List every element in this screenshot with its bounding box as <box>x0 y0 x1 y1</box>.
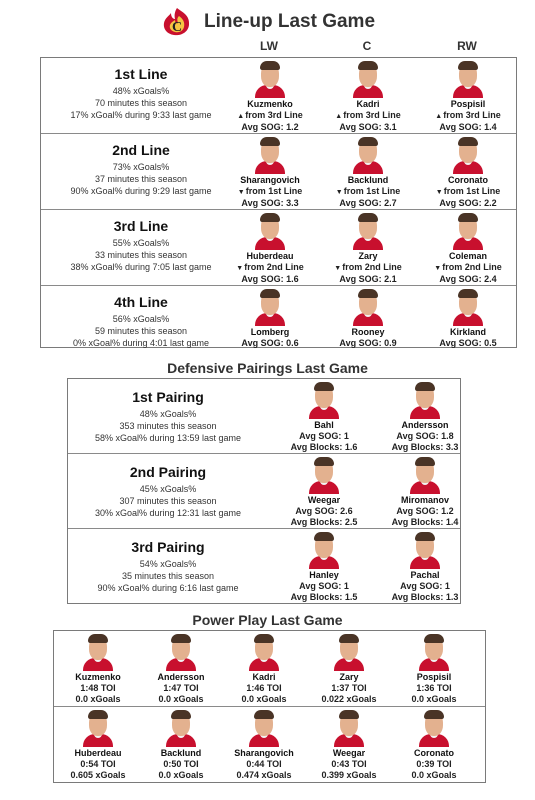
player-card <box>318 288 418 349</box>
flames-logo-icon <box>160 7 194 37</box>
group-title: 2nd Pairing <box>129 464 207 480</box>
season-minutes: 353 minutes this season <box>119 421 217 431</box>
time-on-ice: 0:54 TOI <box>80 759 116 769</box>
player-name: Coleman <box>448 251 487 261</box>
group-title: 4th Line <box>114 294 168 310</box>
player-headshot <box>451 60 485 98</box>
defense-pair-row <box>68 454 460 529</box>
xgoals-percent: 48% xGoals% <box>112 86 170 96</box>
player-name: Pospisil <box>450 99 486 109</box>
position-label-rw: RW <box>457 39 477 53</box>
player-card <box>418 212 518 285</box>
forward-line-row <box>41 134 516 210</box>
player-headshot <box>332 709 366 747</box>
player-name: Bahl <box>314 420 334 430</box>
avg-sog: Avg SOG: 1.2 <box>396 506 454 516</box>
arrow-down-icon: ▼ <box>335 189 343 196</box>
last-game-xgoals: 58% xGoal% during 13:59 last game <box>94 433 242 443</box>
avg-sog: Avg SOG: 1 <box>400 581 450 591</box>
defense-section-title: Defensive Pairings Last Game <box>167 360 368 376</box>
avg-blocks: Avg Blocks: 1.4 <box>391 517 459 527</box>
avg-sog: Avg SOG: 1.6 <box>241 274 299 284</box>
group-title: 1st Line <box>114 66 168 82</box>
player-name: Andersson <box>401 420 449 430</box>
player-card <box>375 456 475 528</box>
player-headshot <box>253 60 287 98</box>
line-change-text: from 2nd Line <box>442 262 502 272</box>
player-card <box>318 212 418 285</box>
avg-blocks: Avg Blocks: 1.3 <box>391 592 459 602</box>
player-name: Sharangovich <box>240 175 300 185</box>
expected-goals: 0.605 xGoals <box>70 770 126 780</box>
page-header <box>0 6 535 38</box>
expected-goals: 0.0 xGoals <box>411 770 457 780</box>
season-minutes: 307 minutes this season <box>119 496 217 506</box>
player-name: Pospisil <box>416 672 452 682</box>
player-name: Sharangovich <box>234 748 294 758</box>
group-title: 3rd Line <box>113 218 169 234</box>
season-minutes: 37 minutes this season <box>94 174 188 184</box>
avg-sog: Avg SOG: 3.3 <box>241 198 299 208</box>
expected-goals: 0.399 xGoals <box>321 770 377 780</box>
player-card <box>384 633 484 705</box>
forward-lines-table <box>40 57 517 348</box>
player-headshot <box>164 633 198 671</box>
player-name: Backlund <box>347 175 389 185</box>
line-change <box>318 110 418 122</box>
avg-blocks: Avg Blocks: 3.3 <box>391 442 459 452</box>
player-name: Zary <box>358 251 378 261</box>
player-headshot <box>351 136 385 174</box>
last-game-xgoals: 90% xGoal% during 9:29 last game <box>70 186 212 196</box>
arrow-up-icon: ▲ <box>435 113 443 120</box>
line-change-text: from 3rd Line <box>245 110 303 120</box>
player-name: Pachal <box>410 570 440 580</box>
player-name: Coronato <box>414 748 454 758</box>
avg-sog: Avg SOG: 0.6 <box>241 338 299 348</box>
player-headshot <box>451 288 485 326</box>
player-name: Miromanov <box>400 495 449 505</box>
player-name: Backlund <box>160 748 202 758</box>
xgoals-percent: 48% xGoals% <box>139 409 197 419</box>
group-info <box>68 389 268 444</box>
player-name: Kadri <box>356 99 380 109</box>
avg-blocks: Avg Blocks: 2.5 <box>290 517 358 527</box>
avg-blocks: Avg Blocks: 1.5 <box>290 592 358 602</box>
line-change <box>318 262 418 274</box>
player-headshot <box>451 212 485 250</box>
player-card <box>274 381 374 453</box>
group-info <box>41 294 241 349</box>
avg-sog: Avg SOG: 1.8 <box>396 431 454 441</box>
forward-line-row <box>41 58 516 134</box>
player-headshot <box>417 709 451 747</box>
player-card <box>375 381 475 453</box>
last-game-xgoals: 30% xGoal% during 12:31 last game <box>94 508 242 518</box>
avg-sog: Avg SOG: 2.6 <box>295 506 353 516</box>
player-card <box>220 60 320 133</box>
line-change <box>318 186 418 198</box>
time-on-ice: 1:36 TOI <box>416 683 452 693</box>
player-name: Huberdeau <box>246 251 294 261</box>
xgoals-percent: 54% xGoals% <box>139 559 197 569</box>
forward-line-row <box>41 286 516 347</box>
player-headshot <box>351 288 385 326</box>
group-info <box>68 539 268 594</box>
avg-sog: Avg SOG: 0.9 <box>339 338 397 348</box>
avg-sog: Avg SOG: 3.1 <box>339 122 397 132</box>
avg-sog: Avg SOG: 1 <box>299 431 349 441</box>
avg-sog: Avg SOG: 2.4 <box>439 274 497 284</box>
time-on-ice: 0:44 TOI <box>246 759 282 769</box>
expected-goals: 0.0 xGoals <box>158 694 204 704</box>
player-card <box>418 288 518 349</box>
line-change-text: from 2nd Line <box>244 262 304 272</box>
xgoals-percent: 56% xGoals% <box>112 314 170 324</box>
forward-line-row <box>41 210 516 286</box>
season-minutes: 33 minutes this season <box>94 250 188 260</box>
player-name: Rooney <box>351 327 385 337</box>
line-change-text: from 1st Line <box>443 186 501 196</box>
position-header <box>40 38 517 57</box>
player-name: Kadri <box>252 672 276 682</box>
line-change <box>418 186 518 198</box>
group-info <box>41 218 244 273</box>
player-name: Zary <box>339 672 359 682</box>
player-headshot <box>351 212 385 250</box>
page-title: Line-up Last Game <box>203 11 376 32</box>
player-name: Huberdeau <box>74 748 122 758</box>
expected-goals: 0.0 xGoals <box>411 694 457 704</box>
player-headshot <box>307 531 341 569</box>
time-on-ice: 0:43 TOI <box>331 759 367 769</box>
defense-pairings-table <box>67 378 461 604</box>
player-card <box>274 531 374 603</box>
player-headshot <box>408 456 442 494</box>
group-info <box>41 142 241 197</box>
arrow-up-icon: ▲ <box>237 113 245 120</box>
xgoals-percent: 73% xGoals% <box>112 162 170 172</box>
time-on-ice: 1:37 TOI <box>331 683 367 693</box>
player-card <box>274 456 374 528</box>
player-headshot <box>451 136 485 174</box>
player-card <box>418 136 518 209</box>
arrow-down-icon: ▼ <box>236 265 244 272</box>
line-change <box>220 110 320 122</box>
xgoals-percent: 45% xGoals% <box>139 484 197 494</box>
player-headshot <box>332 633 366 671</box>
avg-sog: Avg SOG: 0.5 <box>439 338 497 348</box>
player-name: Hanley <box>309 570 339 580</box>
time-on-ice: 1:48 TOI <box>80 683 116 693</box>
time-on-ice: 0:50 TOI <box>163 759 199 769</box>
player-name: Kirkland <box>449 327 486 337</box>
player-name: Kuzmenko <box>75 672 121 682</box>
line-change <box>220 262 320 274</box>
player-card <box>220 136 320 209</box>
player-headshot <box>408 381 442 419</box>
group-info <box>41 66 241 121</box>
arrow-down-icon: ▼ <box>434 265 442 272</box>
svg-text:C: C <box>171 20 183 35</box>
expected-goals: 0.474 xGoals <box>236 770 292 780</box>
season-minutes: 59 minutes this season <box>94 326 188 336</box>
player-headshot <box>81 633 115 671</box>
player-headshot <box>253 288 287 326</box>
player-card <box>318 136 418 209</box>
line-change <box>220 186 320 198</box>
group-info <box>68 464 268 519</box>
expected-goals: 0.0 xGoals <box>75 694 121 704</box>
player-headshot <box>253 136 287 174</box>
season-minutes: 35 minutes this season <box>121 571 215 581</box>
player-name: Andersson <box>157 672 205 682</box>
player-card <box>418 60 518 133</box>
line-change-text: from 1st Line <box>245 186 303 196</box>
powerplay-table <box>53 630 486 783</box>
last-game-xgoals: 90% xGoal% during 6:16 last game <box>97 583 239 593</box>
last-game-xgoals: 38% xGoal% during 7:05 last game <box>70 262 212 272</box>
player-headshot <box>408 531 442 569</box>
position-label-lw: LW <box>260 39 278 53</box>
avg-sog: Avg SOG: 2.2 <box>439 198 497 208</box>
powerplay-row <box>54 707 485 782</box>
player-headshot <box>247 633 281 671</box>
player-card <box>384 709 484 781</box>
player-name: Weegar <box>332 748 366 758</box>
expected-goals: 0.0 xGoals <box>158 770 204 780</box>
avg-sog: Avg SOG: 2.7 <box>339 198 397 208</box>
avg-sog: Avg SOG: 1.2 <box>241 122 299 132</box>
line-change-text: from 3rd Line <box>443 110 501 120</box>
arrow-down-icon: ▼ <box>237 189 245 196</box>
arrow-down-icon: ▼ <box>435 189 443 196</box>
last-game-xgoals: 0% xGoal% during 4:01 last game <box>72 338 210 348</box>
time-on-ice: 0:39 TOI <box>416 759 452 769</box>
group-title: 2nd Line <box>112 142 170 158</box>
powerplay-row <box>54 631 485 707</box>
group-title: 3rd Pairing <box>131 539 205 555</box>
group-title: 1st Pairing <box>132 389 204 405</box>
player-card <box>220 212 320 285</box>
player-name: Coronato <box>448 175 488 185</box>
avg-blocks: Avg Blocks: 1.6 <box>290 442 358 452</box>
player-headshot <box>247 709 281 747</box>
player-headshot <box>307 381 341 419</box>
defense-pair-row <box>68 529 460 603</box>
player-headshot <box>417 633 451 671</box>
player-name: Kuzmenko <box>247 99 293 109</box>
player-headshot <box>164 709 198 747</box>
player-name: Lomberg <box>250 327 290 337</box>
defense-pair-row <box>68 379 460 454</box>
line-change <box>418 262 518 274</box>
forward-lines-section <box>40 38 517 348</box>
season-minutes: 70 minutes this season <box>94 98 188 108</box>
player-card <box>220 288 320 349</box>
avg-sog: Avg SOG: 1 <box>299 581 349 591</box>
avg-sog: Avg SOG: 2.1 <box>339 274 397 284</box>
line-change <box>418 110 518 122</box>
avg-sog: Avg SOG: 1.4 <box>439 122 497 132</box>
player-headshot <box>307 456 341 494</box>
player-card <box>375 531 475 603</box>
line-change-text: from 2nd Line <box>342 262 402 272</box>
arrow-down-icon: ▼ <box>334 265 342 272</box>
expected-goals: 0.0 xGoals <box>241 694 287 704</box>
expected-goals: 0.022 xGoals <box>321 694 377 704</box>
position-label-c: C <box>362 39 372 53</box>
powerplay-section-title: Power Play Last Game <box>192 612 343 628</box>
player-headshot <box>351 60 385 98</box>
time-on-ice: 1:47 TOI <box>163 683 199 693</box>
line-change-text: from 1st Line <box>343 186 401 196</box>
player-headshot <box>253 212 287 250</box>
last-game-xgoals: 17% xGoal% during 9:33 last game <box>70 110 212 120</box>
arrow-up-icon: ▲ <box>335 113 343 120</box>
player-card <box>318 60 418 133</box>
player-headshot <box>81 709 115 747</box>
player-name: Weegar <box>307 495 341 505</box>
xgoals-percent: 55% xGoals% <box>112 238 170 248</box>
time-on-ice: 1:46 TOI <box>246 683 282 693</box>
line-change-text: from 3rd Line <box>343 110 401 120</box>
